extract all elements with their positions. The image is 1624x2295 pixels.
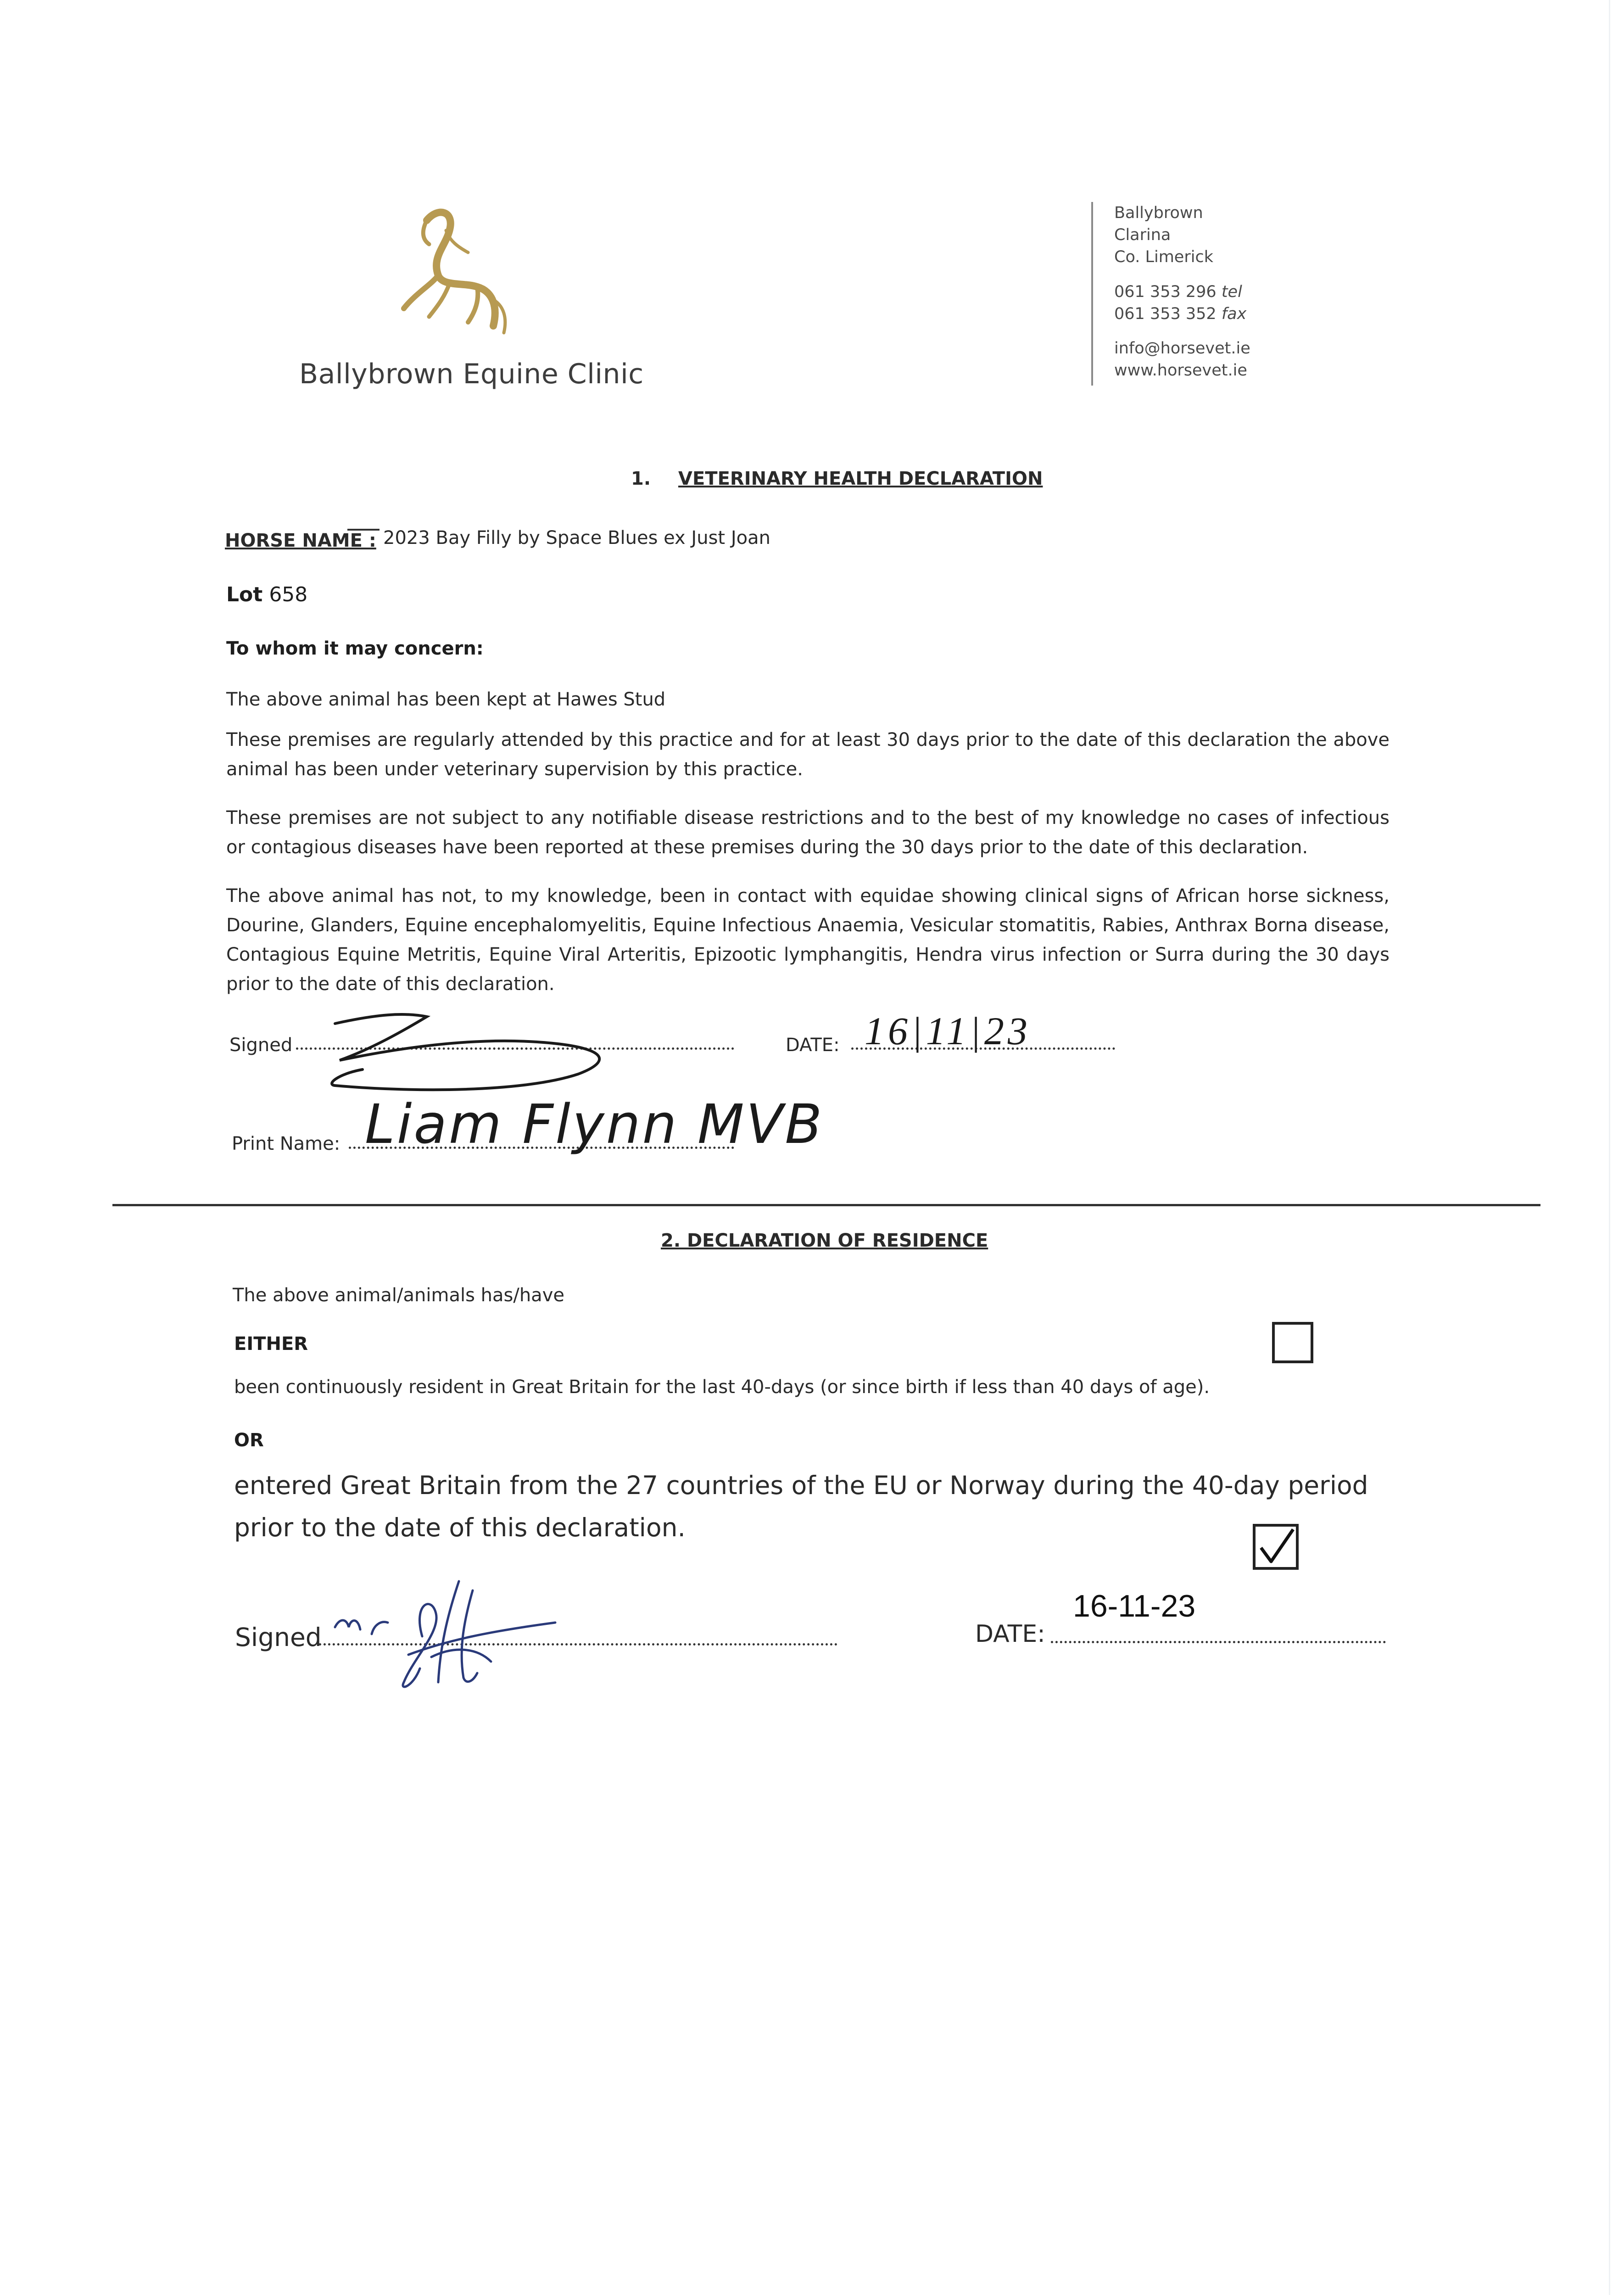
or-label: OR	[234, 1430, 264, 1451]
address-line: Clarina	[1114, 226, 1171, 244]
handwritten-date	[863, 1008, 1055, 1058]
clinic-website: www.horsevet.ie	[1114, 361, 1247, 380]
page-edge	[1609, 0, 1610, 2295]
print-name-label: Print Name:	[232, 1133, 340, 1154]
either-checkbox[interactable]	[1272, 1322, 1313, 1363]
lot-number: 658	[269, 583, 308, 606]
address-divider	[1091, 202, 1093, 386]
section2-date-label: DATE:	[975, 1620, 1045, 1648]
tel-number: 061 353 296	[1114, 283, 1217, 301]
clinic-name: Ballybrown Equine Clinic	[299, 358, 644, 390]
clinic-address	[1114, 202, 1213, 268]
section1-signed-label: Signed	[229, 1035, 293, 1056]
svg-text:16|11|23: 16|11|23	[865, 1009, 1031, 1053]
fax-label: fax	[1221, 305, 1247, 323]
section1-number: 1.	[631, 468, 651, 489]
section2-title: 2. DECLARATION OF RESIDENCE	[661, 1230, 988, 1251]
paragraph-restrictions: These premises are not subject to any notifiable disease restrictions and to the best of my knowledge no cases of infectious or contagious diseases have been reported at these premises during the 30 days prior to the date of this declaration.	[226, 807, 1390, 858]
or-checkbox[interactable]	[1253, 1524, 1299, 1570]
section2-signed-label: Signed	[235, 1623, 322, 1652]
horse-name-value: 2023 Bay Filly by Space Blues ex Just Joan	[383, 527, 770, 549]
lot-label: Lot	[226, 583, 263, 606]
section-divider	[112, 1204, 1540, 1206]
horse-name-underline	[347, 527, 379, 531]
lot-line	[226, 583, 307, 606]
address-line: Co. Limerick	[1114, 248, 1213, 266]
clinic-contact	[1114, 337, 1250, 381]
fax-number: 061 353 352	[1114, 305, 1217, 323]
checkmark-icon	[1253, 1524, 1299, 1570]
handwritten-print-name	[365, 1083, 824, 1161]
address-line: Ballybrown	[1114, 204, 1203, 222]
tel-label: tel	[1221, 283, 1242, 301]
salutation: To whom it may concern:	[226, 638, 484, 659]
section1-date-label: DATE:	[786, 1035, 840, 1056]
paragraph-supervision: These premises are regularly attended by this practice and for at least 30 days prior to the date of this declaration the above animal has been under veterinary supervision by this practice.	[226, 729, 1390, 780]
or-text: entered Great Britain from the 27 countries of the EU or Norway during the 40-day period prior to the date of this declaration.	[234, 1471, 1368, 1542]
section2-intro: The above animal/animals has/have	[233, 1285, 564, 1306]
clinic-phone	[1114, 281, 1246, 325]
section2-date-value: 16-11-23	[1073, 1589, 1196, 1623]
paragraph-contact: The above animal has not, to my knowledge, been in contact with equidae showing clinical signs of African horse sickness, Dourine, Glanders, Equine encephalomyelitis, Equine Infectious Anaemia, Vesicular stomatitis, Rabies, Anthrax Borna disease, Contagious Equine Metritis, Equine Viral Arteritis, Epizootic lymphangitis, Hendra virus infection or Surra during the 30 days prior to the date of this declaration.	[226, 885, 1390, 995]
owner-signature	[326, 1567, 564, 1691]
horse-name-label: HORSE NAME :	[225, 530, 376, 551]
section1-title: VETERINARY HEALTH DECLARATION	[678, 468, 1043, 489]
either-label: EITHER	[234, 1333, 308, 1355]
paragraph-kept-at: The above animal has been kept at Hawes Stud	[226, 689, 666, 710]
section2-date-line[interactable]	[1051, 1641, 1386, 1643]
either-text: been continuously resident in Great Britain for the last 40-days (or since birth if less than 40 days of age).	[234, 1377, 1210, 1398]
svg-text:Liam Flynn MVB: Liam Flynn MVB	[365, 1092, 824, 1156]
clinic-email: info@horsevet.ie	[1114, 339, 1250, 358]
horse-logo-icon	[395, 202, 514, 340]
